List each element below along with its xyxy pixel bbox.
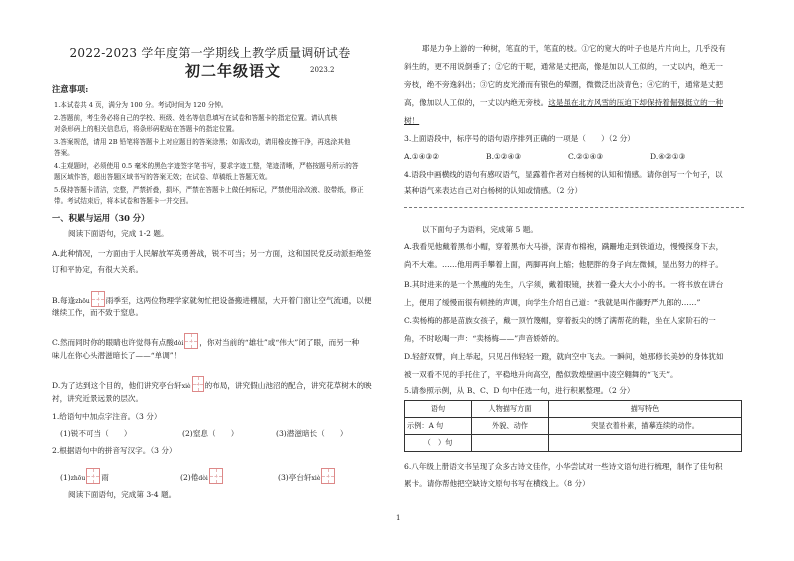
sentence-b-line2: 上，便用了缓慢而很有顿挫的声调，向学生介绍自己道：“我就是叫作藤野严九郎的……” [404, 298, 701, 307]
table-header: 描写特色 [549, 401, 742, 418]
q2-option-3[interactable]: (3)亭台轩xiè [278, 468, 336, 484]
question-5-stem: 5.请参照示例，从 B、C、D 句中任选一句，进行积累整理。（2 分） [404, 386, 635, 395]
table-cell: 突显衣着朴素，描摹连续的动作。 [549, 418, 742, 435]
page-number: 1 [396, 514, 401, 522]
sentence-a-line2: 尚不大难。……他用两手攀着上面，两脚再向上缩；他肥胖的身子向左微倾，显出努力的样子。 [404, 260, 723, 269]
sentence-a-line1: A.我看见他戴着黑布小帽，穿着黑布大马褂，深青布棉袍，蹒跚地走到铁道边，慢慢探身下去， [404, 242, 724, 251]
q2-option-1[interactable]: (1)zhōu 雨 [60, 468, 109, 484]
question-2-stem: 2.根据语句中的拼音写汉字。（3 分） [52, 446, 177, 455]
question-6-line2: 累卡。请你帮他把空缺诗文原句书写在横线上。（8 分） [404, 479, 590, 488]
answer-box[interactable] [91, 291, 105, 307]
notice-item: 5.保持答题卡清洁，完整，严禁折叠，损坏，严禁在答题卡上做任何标记，严禁使用涂改液、胶带纸，修正 [54, 186, 364, 194]
notice-item: 答案。 [54, 149, 74, 157]
passage-line: 斜生的，更不用说倒垂了；②它的干呢，通常是丈把高，像是加以人工似的，一丈以内，绝无一 [404, 62, 723, 71]
answer-box[interactable] [321, 468, 335, 484]
question-3-stem: 3.上面语段中，标序号的语句语序排列正确的一项是（ ）（2 分） [404, 134, 635, 143]
pinyin: zhōu [75, 298, 90, 305]
reading-intro-5: 以下面句子为语料，完成第 5 题。 [422, 225, 538, 234]
q3-option-a[interactable]: A.①④③② [404, 152, 440, 161]
sentence-b-line1: B.其时进来的是一个黑瘦的先生，八字须，戴着眼镜，挟着一叠大大小小的书。一将书放在讲台 [404, 280, 724, 289]
exam-subject: 初二年级语文 [185, 62, 282, 80]
sentence-c-line1: C.然而同时你的眼睛也许觉得有点酸dòi ，你对当前的“雄壮”或“伟大”闭了眼，而另一种 [52, 333, 359, 349]
section-heading: 一、积累与运用（30 分） [52, 213, 150, 223]
notice-item: 题区域作答，超出答题区域书写的答案无效；在试卷、草稿纸上答题无效。 [54, 173, 272, 181]
notice-heading: 注意事项: [52, 84, 89, 94]
sentence-c-line2: 味儿在你心头潜滋暗长了——“单调”！ [52, 351, 182, 360]
pinyin: zhōu [70, 475, 86, 482]
question-6-line1: 6.八年级上册语文书呈现了众多古诗文佳作，小华尝试对一些诗文语句进行梳理，制作了佳句积 [404, 462, 723, 471]
answer-box[interactable] [192, 376, 204, 392]
passage-line: 树！ [404, 116, 420, 125]
underlined-sentence: 这是虽在北方风雪的压迫下却保持着倔强挺立的一种 [548, 98, 723, 107]
notice-item: 4.主观题时，必须使用 0.5 毫米的黑色字迹签字笔书写，要求字迹工整，笔迹清晰，严格按题号所示的答 [54, 162, 359, 170]
passage-line: 高，像加以人工似的，一丈以内绝无旁枝。这是虽在北方风雪的压迫下却保持着倔强挺立的一种 [404, 98, 723, 107]
notice-item: 3.答案规范，请用 2B 铅笔将答题卡上对应题目的答案涂黑；如需改动，请用橡皮擦干净，再选涂其他 [54, 138, 351, 146]
sentence-a-line2: 订和平协定，有很大关系。 [52, 265, 144, 274]
answer-line[interactable] [404, 207, 744, 208]
notice-item: 1.本试卷共 4 页，满分为 100 分。考试时间为 120 分钟。 [54, 101, 228, 109]
answer-table [404, 400, 742, 452]
sentence-c-line2: 角，不时吆喝一声：“卖杨梅——”声音娇娇的。 [404, 334, 564, 343]
q2-option-2[interactable]: (2)倦dòi [180, 468, 224, 484]
q3-option-d[interactable]: D.④②①③ [650, 152, 686, 161]
pinyin: dòi [173, 340, 184, 347]
answer-box[interactable] [86, 468, 100, 484]
sentence-d-line1: D.轻舒双臂，向上举起，只见吕伟轻轻一蹬，就向空中飞去。一瞬间，她那修长美妙的身体犹如 [404, 352, 724, 361]
question-4-line2: 某种语气来表达自己对白杨树的认知或情感。（2 分） [404, 186, 583, 195]
notice-item: 对条形码上的相关信息后，将条形码粘贴在答题卡的指定位置。 [54, 125, 239, 133]
exam-date: 2023.2 [310, 66, 335, 74]
table-header: 人物描写方面 [472, 401, 549, 418]
reading-intro-3-4: 阅读下面语句，完成第 3-4 题。 [68, 490, 177, 499]
sentence-d-line1: D.为了达到这个目的，他们讲究亭台轩xiè 的布局，讲究假山池沼的配合，讲究花草树木的映 [52, 376, 372, 392]
answer-box[interactable] [209, 468, 223, 484]
pinyin: xiè [311, 475, 321, 482]
question-4-line1: 4.语段中画横线的语句有感叹语气，显露着作者对白杨树的认知和情感。请你创写一个句子，以 [404, 170, 723, 179]
sentence-d-line2: 衬，讲究近景远景的层次。 [52, 394, 144, 403]
table-cell[interactable]: （ ）句 [405, 435, 472, 452]
reading-intro: 阅读下面语句，完成 1-2 题。 [68, 229, 169, 238]
notice-item: 2.答题前，考生务必将自己的学校、班级、姓名等信息填写在试卷和答题卡的指定位置。请认真核 [54, 114, 338, 122]
table-cell: 外貌、动作 [472, 418, 549, 435]
q3-option-c[interactable]: C.②①④③ [568, 152, 604, 161]
table-header: 语句 [405, 401, 472, 418]
table-cell: 示例：A 句 [405, 418, 472, 435]
table-cell-blank[interactable] [549, 435, 742, 452]
pinyin: xiè [181, 383, 191, 390]
sentence-a-line1: A.此种情况，一方面由于人民解放军英勇善战，锐不可当；另一方面，这和国民党反动派拒绝签 [52, 249, 372, 258]
sentence-d-line2: 被一双看不见的手托住了，平稳地升向高空，酷似敦煌壁画中凌空翱舞的“飞天”。 [404, 370, 678, 379]
question-1-stem: 1.给语句中加点字注音。（3 分） [52, 412, 162, 421]
passage-line: 旁枝，绝不旁逸斜出；③它的皮光滑而有银色的晕圈，微微泛出淡青色；④它的干，通常是丈把 [404, 80, 723, 89]
q1-option-2[interactable]: (2)窒息（ ） [182, 429, 239, 438]
q3-option-b[interactable]: B.①②④③ [486, 152, 522, 161]
notice-item: 带。考试结束后，将本试卷和答题卡一并交回。 [54, 197, 193, 205]
sentence-b-line2: 继续工作，而不致于窒息。 [52, 308, 144, 317]
answer-box[interactable] [184, 333, 198, 349]
table-header-row [405, 401, 742, 418]
sentence-c-line1: C.卖杨梅的都是苗族女孩子，戴一顶竹篾帽，穿着扳尖的绣了满帮花的鞋，坐在人家阶石的一 [404, 316, 716, 325]
table-row [405, 418, 742, 435]
table-row [405, 435, 742, 452]
q1-option-1[interactable]: (1)锐不可当（ ） [60, 429, 132, 438]
pinyin: dòi [198, 475, 208, 482]
q1-option-3[interactable]: (3)潜滋暗长（ ） [276, 429, 348, 438]
sentence-b-line1: B.每逢zhōu 雨季至，这两位物理学家就匆忙把设备搬进棚屋，大开着门窗让空气流通，以便 [52, 291, 371, 307]
passage-line: 耶是力争上游的一种树，笔直的干，笔直的枝。①它的宽大的叶子也是片片向上，几乎没有 [422, 44, 726, 53]
table-cell-blank[interactable] [472, 435, 549, 452]
exam-title: 2022-2023 学年度第一学期线上教学质量调研试卷 [69, 46, 351, 60]
